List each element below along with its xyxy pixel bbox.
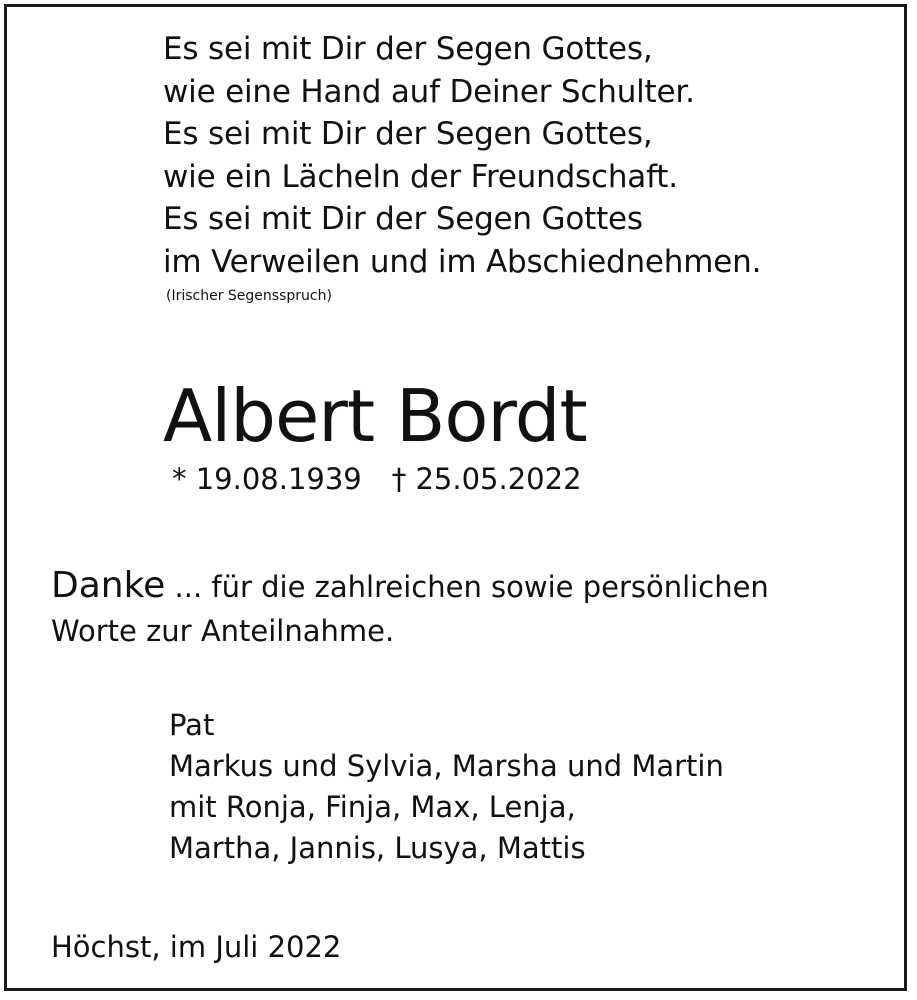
deceased-name: Albert Bordt	[163, 374, 587, 458]
blessing-verse	[163, 28, 761, 283]
verse-line: wie ein Lächeln der Freundschaft.	[163, 158, 678, 195]
place-date: Höchst, im Juli 2022	[51, 930, 342, 964]
thanks-line: Worte zur Anteilnahme.	[51, 614, 395, 648]
thanks-line	[51, 564, 769, 609]
verse-line: Es sei mit Dir der Segen Gottes	[163, 201, 643, 237]
family-signature	[169, 705, 724, 869]
thanks-line-rest: ... für die zahlreichen sowie persönlichen	[165, 570, 769, 604]
verse-source: (Irischer Segensspruch)	[166, 288, 332, 304]
family-line: Markus und Sylvia, Marsha und Martin	[169, 749, 724, 783]
death-date: † 25.05.2022	[391, 462, 582, 496]
verse-line: im Verweilen und im Abschiednehmen.	[163, 243, 762, 280]
family-line: mit Ronja, Finja, Max, Lenja,	[169, 790, 576, 824]
family-line: Pat	[169, 708, 215, 742]
thanks-lead: Danke	[51, 565, 166, 606]
thanks-message	[51, 564, 769, 653]
family-line: Martha, Jannis, Lusya, Mattis	[169, 831, 586, 865]
verse-line: Es sei mit Dir der Segen Gottes,	[163, 116, 653, 152]
birth-date: * 19.08.1939	[172, 462, 362, 496]
life-dates	[172, 462, 582, 496]
verse-line: Es sei mit Dir der Segen Gottes,	[163, 31, 653, 67]
verse-line: wie eine Hand auf Deiner Schulter.	[163, 73, 695, 110]
